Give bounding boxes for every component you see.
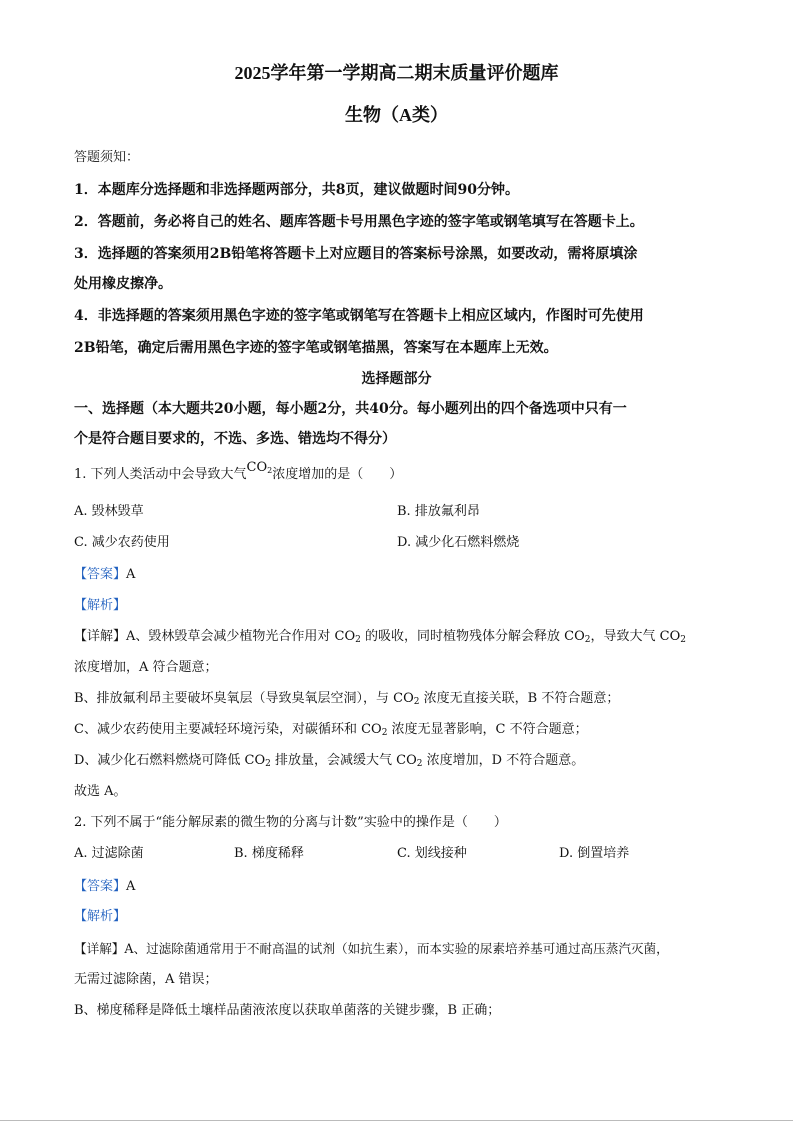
co2-formula: $CO_2$ [246, 460, 273, 475]
q2-answer [74, 878, 719, 896]
q1-stem [74, 460, 719, 484]
notice-item-2: 2．答题前，务必将自己的姓名、题库答题卡号用黑色字迹的签字笔或钢笔填写在答题卡上。 [74, 214, 644, 230]
q2-option-b: B. 梯度稀释 [234, 846, 304, 861]
q1-detail-4: D、减少化石燃料燃烧可降低 $CO_2$ 排放量，会减缓大气 $CO_2$ 浓度增加，D 不符合题意。 [74, 753, 585, 769]
q1-analysis-tag: 【解析】 [74, 598, 127, 613]
notice-item-1: 1．本题库分选择题和非选择题两部分，共8页，建议做题时间90分钟。 [74, 182, 519, 198]
q1-stem-post: 浓度增加的是（ ） [272, 467, 403, 482]
q2-detail-1-cont: 无需过滤除菌，A 错误； [74, 972, 218, 987]
answer-value: A [126, 879, 136, 894]
q2-stem: 2. 下列不属于“能分解尿素的微生物的分离与计数”实验中的操作是（ ） [74, 815, 507, 830]
q1-detail-2: B、排放氟利昂主要破坏臭氧层（导致臭氧层空洞），与 $CO_2$ 浓度无直接关联，B 不符合题意； [74, 691, 620, 707]
q2-detail-1: 【详解】A、过滤除菌通常用于不耐高温的试剂（如抗生素），而本实验的尿素培养基可通过高压蒸汽灭菌， [74, 941, 669, 956]
page-title: 2025学年第一学期高二期末质量评价题库 [234, 63, 559, 83]
notice-heading: 答题须知： [74, 150, 140, 165]
q1-option-b: B. 排放氟利昂 [397, 504, 480, 519]
q2-option-d: D. 倒置培养 [559, 846, 630, 861]
q1-option-d: D. 减少化石燃料燃烧 [397, 535, 520, 550]
page-subtitle: 生物（A类） [345, 105, 448, 125]
notice-item-3a: 3．选择题的答案须用2B铅笔将答题卡上对应题目的答案标号涂黑，如要改动，需将原填涂 [74, 246, 638, 262]
answer-tag: 【答案】 [74, 567, 127, 582]
q2-analysis-tag: 【解析】 [74, 909, 127, 924]
q1-conclusion: 故选 A。 [74, 784, 127, 799]
notice-item-4a: 4．非选择题的答案须用黑色字迹的签字笔或钢笔写在答题卡上相应区域内，作图时可先使用 [74, 308, 644, 324]
q2-detail-2: B、梯度稀释是降低土壤样品菌液浓度以获取单菌落的关键步骤，B 正确； [74, 1003, 501, 1018]
q1-detail-1: 【详解】A、毁林毁草会减少植物光合作用对 $CO_2$ 的吸收，同时植物残体分解会释放 $CO_2$，导致大气 $CO_2$ [74, 629, 686, 645]
q1-option-c: C. 减少农药使用 [74, 535, 170, 550]
q2-option-c: C. 划线接种 [397, 846, 467, 861]
notice-item-3b: 处用橡皮擦净。 [74, 276, 172, 292]
answer-value: A [126, 567, 136, 582]
answer-tag: 【答案】 [74, 879, 127, 894]
section-intro-b: 个是符合题目要求的，不选、多选、错选均不得分） [74, 431, 396, 447]
q1-answer [74, 566, 719, 584]
q1-detail-3: C、减少农药使用主要减轻环境污染，对碳循环和 $CO_2$ 浓度无显著影响，C 不符合题意； [74, 722, 588, 738]
notice-item-4b: 2B铅笔，确定后需用黑色字迹的签字笔或钢笔描黑，答案写在本题库上无效。 [74, 340, 558, 356]
section-title: 选择题部分 [361, 371, 432, 387]
q2-option-a: A. 过滤除菌 [74, 846, 144, 861]
page-bottom-divider [0, 1120, 793, 1121]
q1-option-a: A. 毁林毁草 [74, 504, 144, 519]
q1-stem-pre: 1. 下列人类活动中会导致大气 [74, 467, 247, 482]
section-intro-a: 一、选择题（本大题共20小题，每小题2分，共40分。每小题列出的四个备选项中只有一 [74, 401, 627, 417]
q1-detail-1-cont: 浓度增加，A 符合题意； [74, 660, 218, 675]
